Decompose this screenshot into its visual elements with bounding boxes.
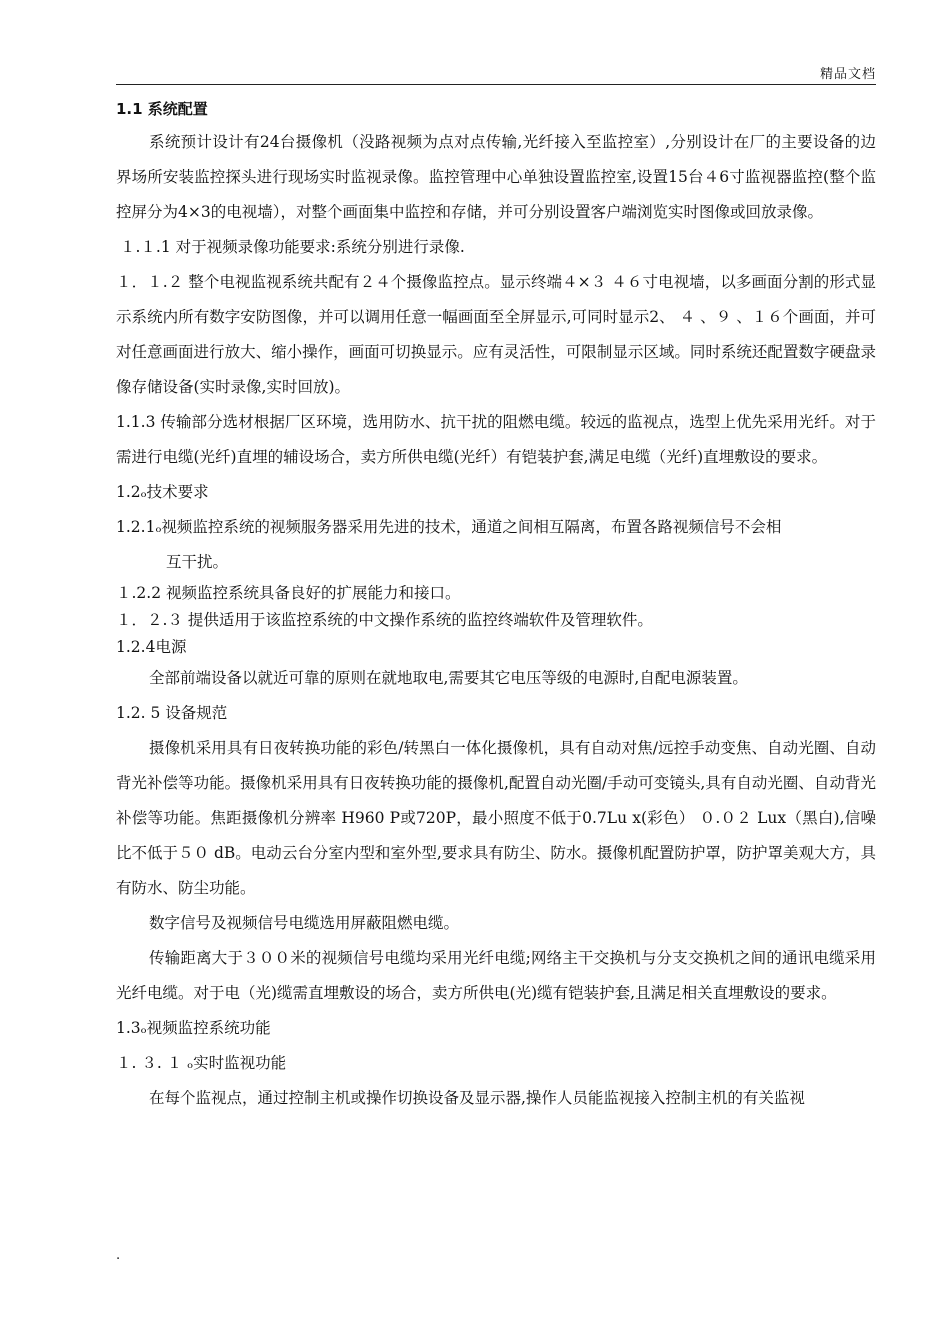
- item-1-2-3: １．２.３ 提供适用于该监控系统的中文操作系统的监控终端软件及管理软件。: [116, 611, 653, 629]
- header-rule: [116, 84, 876, 85]
- item-1-2-1-continued: 互干扰。: [166, 553, 229, 571]
- item-1-3-1: １. ３. １ ₒ实时监视功能: [116, 1054, 287, 1072]
- item-1-1-3: 1.1.3 传输部分选材根据厂区环境，选用防水、抗干扰的阻燃电缆。较远的监视点，选型上优先采用光纤。对于需进行电缆(光纤)直埋的辅设场合，卖方所供电缆(光纤）有铠装护套,满足电缆（光纤)直埋敷设的要求。: [116, 413, 876, 466]
- paragraph-power: 全部前端设备以就近可靠的原则在就地取电,需要其它电压等级的电源时,自配电源装置。: [149, 669, 748, 687]
- paragraph-realtime-monitor: 在每个监视点，通过控制主机或操作切换设备及显示器,操作人员能监视接入控制主机的有关监视: [149, 1089, 805, 1107]
- item-1-2-4-power: 1.2.4电源: [116, 638, 187, 656]
- item-1-1-2: １．１.２ 整个电视监视系统共配有２４个摄像监控点。显示终端４×３ ４６寸电视墙，以多画面分割的形式显示系统内所有数字安防图像，并可以调用任意一幅画面至全屏显示,可同时显示2、 ４ 、９ 、１６个画面，并可对任意画面进行放大、缩小操作，画面可切换显示。应有灵活性，可限制显示区域。同时系统还配置数字硬盘录像存储设备(实时录像,实时回放)。: [116, 273, 876, 396]
- paragraph-shielded-cable: 数字信号及视频信号电缆选用屏蔽阻燃电缆。: [149, 914, 460, 932]
- document-body: [116, 93, 876, 1116]
- item-1-1-1: １.１.1 对于视频录像功能要求:系统分别进行录像.: [120, 238, 465, 256]
- section-heading-1-3: 1.3ₒ视频监控系统功能: [116, 1019, 271, 1037]
- item-1-2-5: 1.2. 5 设备规范: [116, 704, 228, 722]
- item-1-2-1: 1.2.1ₒ视频监控系统的视频服务器采用先进的技术，通道之间相互隔离，布置各路视频信号不会相: [116, 518, 782, 536]
- item-1-2-2: １.2.2 视频监控系统具备良好的扩展能力和接口。: [116, 584, 461, 602]
- footer-mark: .: [116, 1248, 121, 1263]
- document-header-label: 精品文档: [819, 67, 876, 82]
- paragraph-camera-spec: 摄像机采用具有日夜转换功能的彩色/转黑白一体化摄像机，具有自动对焦/远控手动变焦、自动光圈、自动背光补偿等功能。摄像机采用具有日夜转换功能的摄像机,配置自动光圈/手动可变镜头,具有自动光圈、自动背光补偿等功能。焦距摄像机分辨率 H960 P或720P，最小照度不低于0.7Lu x(彩色） ０.０２ Lux（黑白),信噪比不低于５０ dB。电动云台分室内型和室外型,要求具有防尘、防水。摄像机配置防护罩，防护罩美观大方，具有防水、防尘功能。: [116, 739, 876, 897]
- section-heading-1-2: 1.2ₒ技术要求: [116, 483, 209, 501]
- paragraph-system-config: 系统预计设计有24台摄像机（没路视频为点对点传输,光纤接入至监控室）,分别设计在厂的主要设备的边界场所安装监控探头进行现场实时监视录像。监控管理中心单独设置监控室,设置15台４6寸监视器监控(整个监控屏分为4×3的电视墙），对整个画面集中监控和存储，并可分别设置客户端浏览实时图像或回放录像。: [116, 133, 876, 221]
- section-heading-1-1: 1.1 系统配置: [116, 100, 208, 118]
- paragraph-transmission: 传输距离大于３００米的视频信号电缆均采用光纤电缆;网络主干交换机与分支交换机之间的通讯电缆采用光纤电缆。对于电（光)缆需直埋敷设的场合，卖方所供电(光)缆有铠装护套,且满足相关直埋敷设的要求。: [116, 949, 876, 1002]
